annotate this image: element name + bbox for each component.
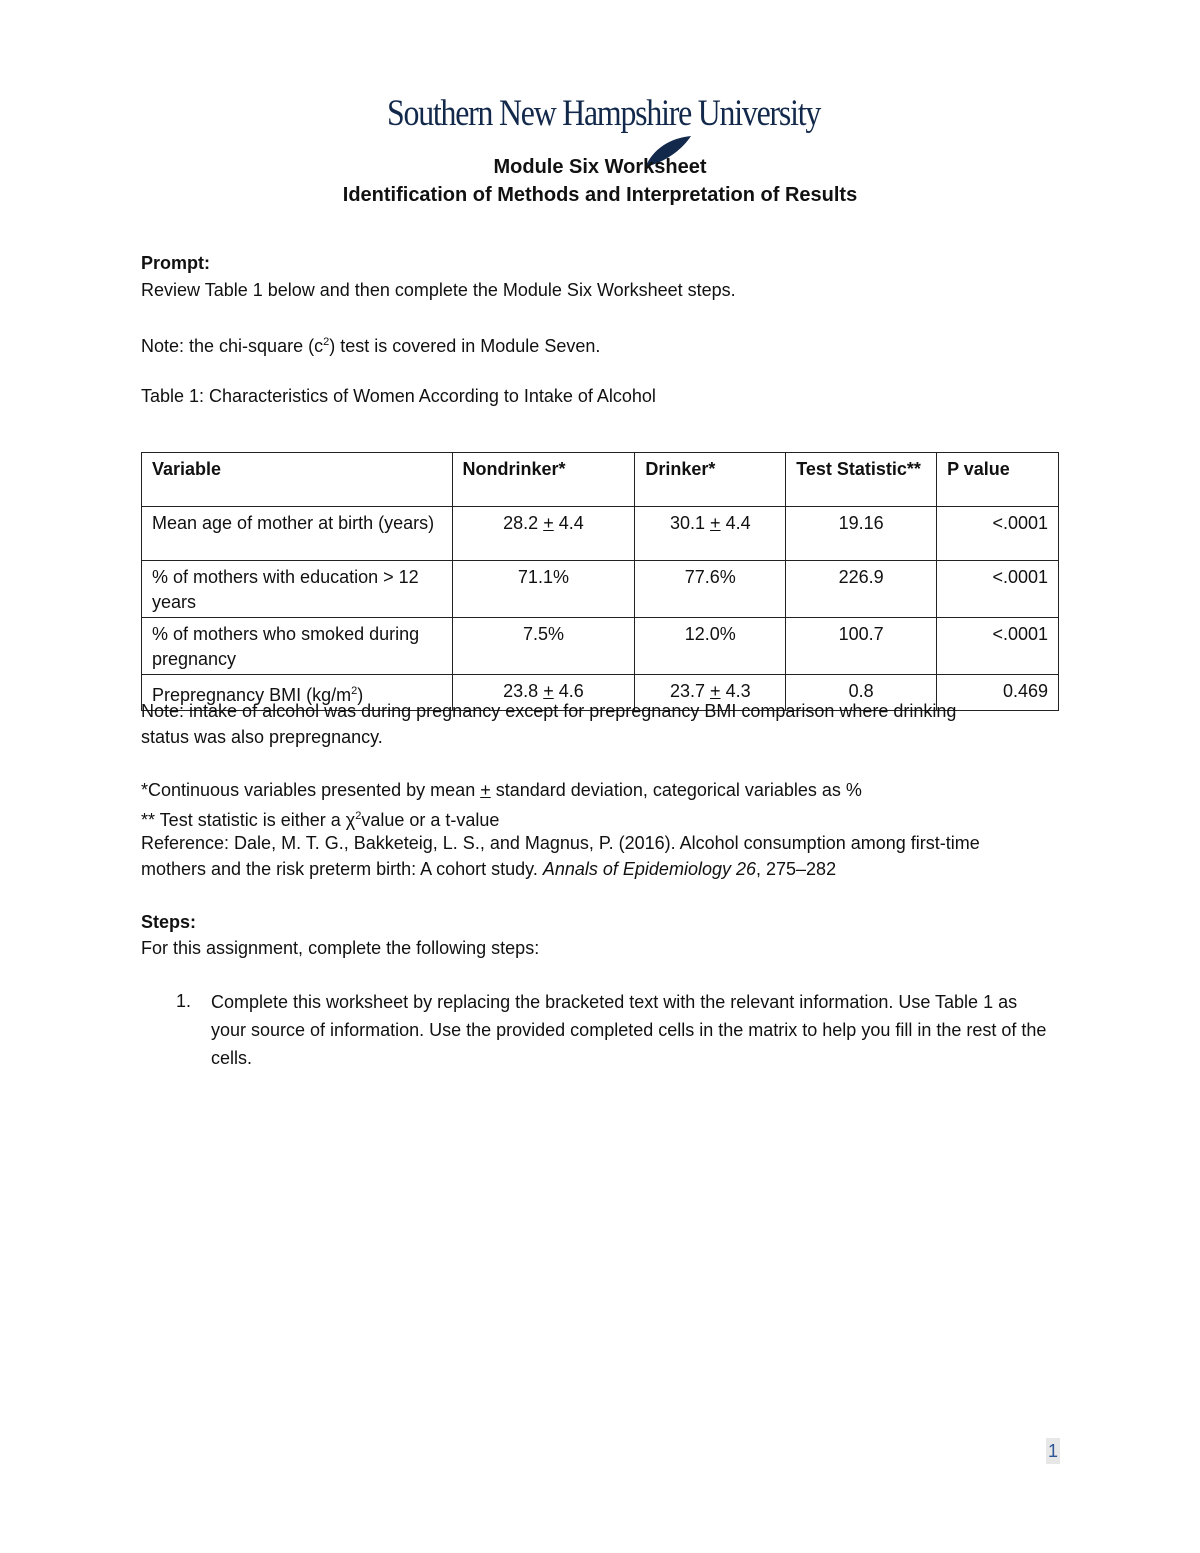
cell-drinker: 77.6% bbox=[635, 561, 786, 618]
reference-line2: mothers and the risk preterm birth: A cohort study. Annals of Epidemiology 26, 275–282 bbox=[141, 859, 837, 879]
step-text: Complete this worksheet by replacing the bracketed text with the relevant information. Use Table 1 as your source of information. Use the provided completed cells in the matrix to help you fill in the rest of the cells. bbox=[211, 992, 1047, 1068]
table-header-row bbox=[142, 453, 1059, 507]
cell-test-statistic: 100.7 bbox=[786, 618, 937, 675]
logo-wordmark: Southern New Hampshire University bbox=[387, 93, 821, 134]
intake-note-line1: Note: intake of alcohol was during pregnancy except for prepregnancy BMI comparison where drinking bbox=[141, 701, 957, 721]
page-number: 1 bbox=[1046, 1438, 1060, 1464]
header-test-statistic: Test Statistic** bbox=[786, 453, 937, 507]
page-title: Module Six Worksheet bbox=[493, 156, 707, 178]
cell-test-statistic: 0.8 bbox=[786, 675, 937, 711]
cell-test-statistic: 226.9 bbox=[786, 561, 937, 618]
header-nondrinker: Nondrinker* bbox=[452, 453, 635, 507]
cell-nondrinker: 28.2 + 4.4 bbox=[452, 507, 635, 561]
table-row bbox=[142, 507, 1059, 561]
test-statistic-note: ** Test statistic is either a $\chi^2value$ or a t-value bbox=[141, 810, 500, 830]
cell-p-value: <.0001 bbox=[937, 561, 1059, 618]
header-p-value: P value bbox=[937, 453, 1059, 507]
cell-p-value: <.0001 bbox=[937, 618, 1059, 675]
cell-drinker: 30.1 + 4.4 bbox=[635, 507, 786, 561]
reference-line1: Reference: Dale, M. T. G., Bakketeig, L. S., and Magnus, P. (2016). Alcohol consumption among first-time bbox=[141, 833, 980, 853]
prompt-heading: Prompt: bbox=[141, 253, 210, 273]
steps-heading: Steps: bbox=[141, 912, 197, 932]
cell-nondrinker: 71.1% bbox=[452, 561, 635, 618]
cell-variable: Mean age of mother at birth (years) bbox=[142, 507, 453, 561]
cell-drinker: 23.7 + 4.3 bbox=[635, 675, 786, 711]
cell-p-value: <.0001 bbox=[937, 507, 1059, 561]
table-caption: Table 1: Characteristics of Women According to Intake of Alcohol bbox=[141, 386, 656, 406]
cell-test-statistic: 19.16 bbox=[786, 507, 937, 561]
cell-nondrinker: 23.8 + 4.6 bbox=[452, 675, 635, 711]
table-row bbox=[142, 561, 1059, 618]
intake-note-line2: status was also prepregnancy. bbox=[141, 727, 383, 747]
chi-square-note: Note: the chi-square $(c^2)$ test is covered in Module Seven. bbox=[141, 336, 601, 356]
cell-drinker: 12.0% bbox=[635, 618, 786, 675]
continuous-variables-note: *Continuous variables presented by mean + standard deviation, categorical variables as % bbox=[141, 780, 862, 800]
cell-variable: % of mothers who smoked during pregnancy bbox=[142, 618, 453, 675]
table-row bbox=[142, 618, 1059, 675]
step-number: 1. bbox=[176, 991, 192, 1011]
cell-variable: % of mothers with education > 12 years bbox=[142, 561, 453, 618]
steps-intro: For this assignment, complete the following steps: bbox=[141, 938, 540, 958]
page-subtitle: Identification of Methods and Interpretation of Results bbox=[342, 184, 858, 206]
prompt-text: Review Table 1 below and then complete the Module Six Worksheet steps. bbox=[141, 280, 736, 300]
cell-variable: Prepregnancy BMI $(kg/m^2)$ bbox=[142, 675, 453, 711]
header-variable: Variable bbox=[142, 453, 453, 507]
cell-p-value: 0.469 bbox=[937, 675, 1059, 711]
characteristics-table bbox=[141, 452, 1059, 711]
cell-nondrinker: 7.5% bbox=[452, 618, 635, 675]
header-drinker: Drinker* bbox=[635, 453, 786, 507]
